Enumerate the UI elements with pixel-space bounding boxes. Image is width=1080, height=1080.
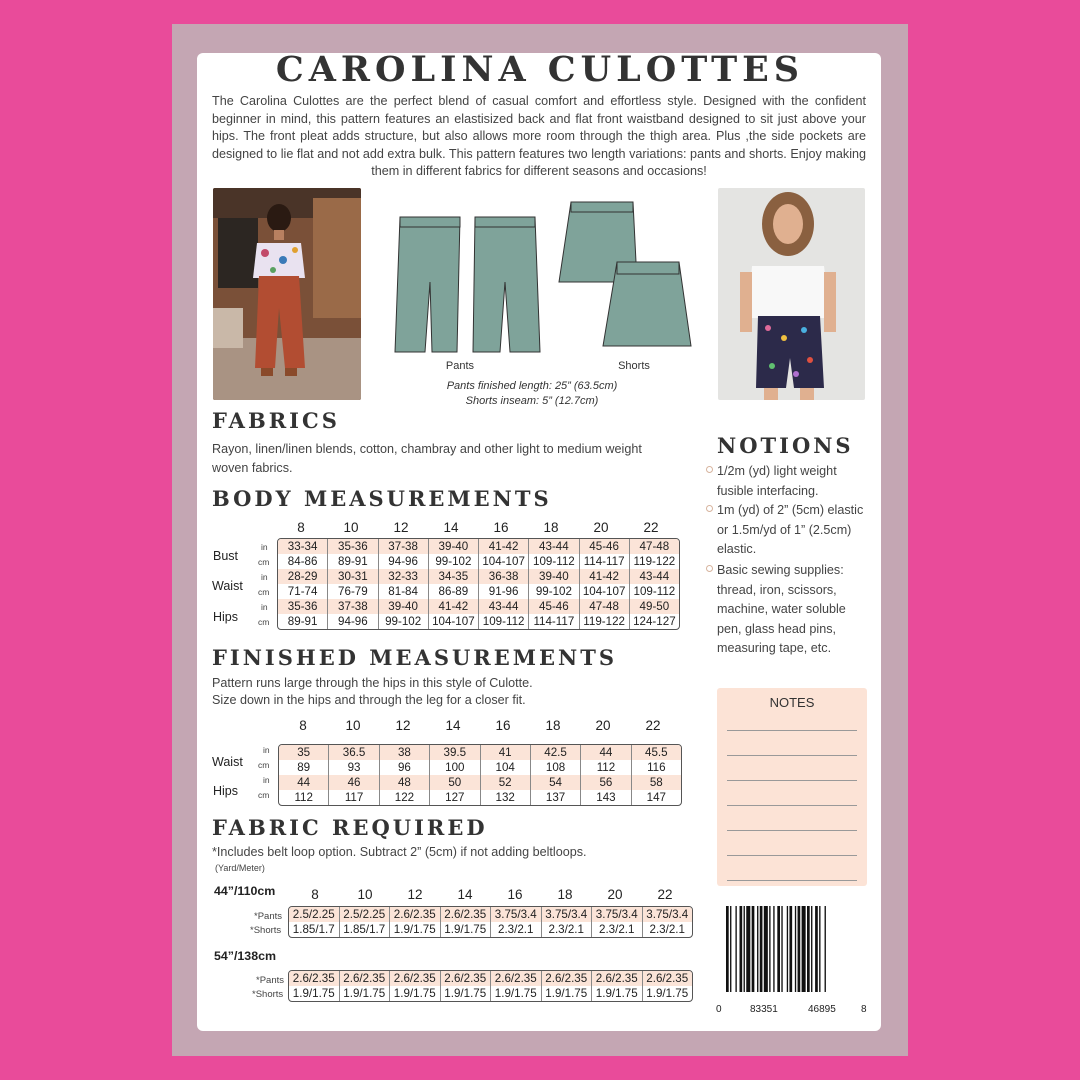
notes-box bbox=[717, 688, 867, 886]
table-cell: 2.6/2.35 bbox=[642, 971, 693, 986]
barcode-bar bbox=[730, 906, 731, 992]
barcode-bar bbox=[811, 906, 812, 992]
table-cell: 47-48 bbox=[629, 539, 679, 554]
shorts-row-label: *Shorts bbox=[250, 925, 282, 936]
notes-label: NOTES bbox=[769, 695, 815, 710]
barcode-bar bbox=[781, 906, 782, 992]
pants-row bbox=[289, 971, 692, 986]
waist-cm-row bbox=[278, 584, 679, 599]
table-cell: 119-122 bbox=[629, 554, 679, 569]
barcode-bar bbox=[744, 906, 745, 992]
table-cell: 2.6/2.35 bbox=[440, 907, 491, 922]
barcode-digit-right: 8 bbox=[861, 1004, 867, 1015]
table-cell: 109-112 bbox=[528, 554, 578, 569]
table-cell: 94-96 bbox=[378, 554, 428, 569]
unit-cm: cm bbox=[258, 790, 270, 800]
finished-measurements-table bbox=[278, 744, 682, 806]
table-cell: 2.6/2.35 bbox=[541, 971, 592, 986]
unit-in: in bbox=[261, 542, 268, 552]
hips-row-label: Hips bbox=[213, 610, 239, 624]
shorts-flat-illustration bbox=[557, 200, 693, 352]
pants-row-label: *Pants bbox=[254, 911, 282, 922]
bullet-icon bbox=[706, 505, 713, 512]
table-cell: 35 bbox=[297, 746, 311, 759]
barcode-bar bbox=[807, 906, 810, 992]
notion-text: 1m (yd) of 2” (5cm) elastic or 1.5m/yd of 1” (2.5cm) elastic. bbox=[717, 503, 864, 556]
table-cell: 96 bbox=[379, 760, 429, 775]
table-cell: 2.6/2.35 bbox=[389, 971, 440, 986]
waist-in-row bbox=[278, 569, 679, 584]
barcode-bar bbox=[787, 906, 788, 992]
size-label: 20 bbox=[593, 520, 609, 535]
size-label: 20 bbox=[607, 887, 623, 902]
intro-text: The Carolina Culottes are the perfect blend of casual comfort and effortless style. Designed with the confident beginner in mind, this pattern features an elastisized back and flat front waistband designed to sit just above your hips. The front pleat adds structure, but also allows more room through the thigh area. Plus ,the side pockets are designed to lie flat and not add extra bulk. This pattern features two length variations: pants and shorts. Enjoy making them in different fabrics for different seasons and occasions! bbox=[212, 94, 866, 178]
table-cell: 35-36 bbox=[327, 539, 377, 554]
finished-hips-cm-row bbox=[279, 790, 681, 805]
finished-note-line2: Size down in the hips and through the leg for a closer fit. bbox=[212, 693, 526, 707]
table-cell: 48 bbox=[379, 775, 429, 790]
barcode-bar bbox=[802, 906, 806, 992]
size-label: 18 bbox=[543, 520, 559, 535]
table-cell: 3.75/3.4 bbox=[591, 907, 642, 922]
size-label: 10 bbox=[345, 718, 361, 733]
finished-measurements-heading: FINISHED MEASUREMENTS bbox=[212, 645, 618, 670]
table-cell: 46 bbox=[328, 775, 378, 790]
barcode-bar bbox=[773, 906, 774, 992]
table-cell: 32-33 bbox=[378, 569, 428, 584]
table-cell: 44 bbox=[297, 776, 311, 789]
table-cell: 1.9/1.75 bbox=[389, 922, 440, 937]
notes-line bbox=[727, 880, 857, 881]
table-cell: 52 bbox=[480, 775, 530, 790]
table-cell: 43-44 bbox=[528, 539, 578, 554]
fabric-44-table bbox=[288, 906, 693, 938]
barcode-bar bbox=[825, 906, 826, 992]
table-cell: 99-102 bbox=[428, 554, 478, 569]
unit-note: (Yard/Meter) bbox=[215, 863, 265, 873]
table-cell: 143 bbox=[580, 790, 630, 805]
pants-row-label: *Pants bbox=[256, 975, 284, 986]
bullet-icon bbox=[706, 466, 713, 473]
table-cell: 2.6/2.35 bbox=[292, 972, 335, 985]
notes-line bbox=[727, 805, 857, 806]
table-cell: 124-127 bbox=[629, 614, 679, 629]
table-cell: 94-96 bbox=[327, 614, 377, 629]
table-cell: 86-89 bbox=[428, 584, 478, 599]
table-cell: 38 bbox=[379, 745, 429, 760]
table-cell: 1.85/1.7 bbox=[339, 922, 390, 937]
shorts-row bbox=[289, 922, 692, 937]
table-cell: 91-96 bbox=[478, 584, 528, 599]
table-cell: 39-40 bbox=[378, 599, 428, 614]
table-cell: 2.3/2.1 bbox=[591, 922, 642, 937]
size-label: 10 bbox=[357, 887, 373, 902]
body-measurements-heading: BODY MEASUREMENTS bbox=[212, 486, 552, 511]
table-cell: 35-36 bbox=[287, 600, 318, 613]
unit-in: in bbox=[263, 745, 270, 755]
pants-label: Pants bbox=[445, 360, 475, 372]
table-cell: 41-42 bbox=[478, 539, 528, 554]
finished-hips-label: Hips bbox=[213, 784, 239, 798]
shorts-inseam-note: Shorts inseam: 5” (12.7cm) bbox=[465, 395, 599, 407]
unit-cm: cm bbox=[258, 587, 270, 597]
barcode-bar bbox=[815, 906, 818, 992]
table-cell: 84-86 bbox=[287, 555, 318, 568]
size-label: 14 bbox=[457, 887, 473, 902]
table-cell: 47-48 bbox=[579, 599, 629, 614]
size-label: 8 bbox=[297, 520, 305, 535]
table-cell: 104-107 bbox=[428, 614, 478, 629]
barcode-bar bbox=[726, 906, 729, 992]
fabric-required-note: *Includes belt loop option. Subtract 2” (5cm) if not adding beltloops. bbox=[212, 845, 587, 859]
pants-length-note: Pants finished length: 25” (63.5cm) bbox=[446, 380, 618, 392]
table-cell: 1.85/1.7 bbox=[292, 923, 335, 936]
table-cell: 2.3/2.1 bbox=[642, 922, 693, 937]
table-cell: 137 bbox=[530, 790, 580, 805]
size-label: 8 bbox=[299, 718, 307, 733]
table-cell: 50 bbox=[429, 775, 479, 790]
page-title: CAROLINA CULOTTES bbox=[275, 49, 805, 90]
size-label: 14 bbox=[443, 520, 459, 535]
table-cell: 89 bbox=[297, 761, 311, 774]
unit-cm: cm bbox=[258, 617, 270, 627]
size-label: 8 bbox=[311, 887, 319, 902]
table-cell: 1.9/1.75 bbox=[292, 987, 335, 1000]
table-cell: 33-34 bbox=[287, 540, 318, 553]
table-cell: 3.75/3.4 bbox=[541, 907, 592, 922]
finished-waist-in-row bbox=[279, 745, 681, 760]
shorts-row bbox=[289, 986, 692, 1001]
notes-line bbox=[727, 730, 857, 731]
barcode-bar bbox=[798, 906, 801, 992]
barcode-group-2: 46895 bbox=[808, 1004, 836, 1015]
barcode-bar bbox=[757, 906, 758, 992]
fabric-required-heading: FABRIC REQUIRED bbox=[212, 815, 488, 840]
table-cell: 1.9/1.75 bbox=[440, 986, 491, 1001]
table-cell: 28-29 bbox=[287, 570, 318, 583]
table-cell: 36.5 bbox=[328, 745, 378, 760]
fabric-width-54: 54”/138cm bbox=[214, 949, 277, 963]
table-cell: 2.6/2.35 bbox=[591, 971, 642, 986]
table-cell: 108 bbox=[530, 760, 580, 775]
size-label: 12 bbox=[407, 887, 423, 902]
barcode-bar bbox=[769, 906, 770, 992]
table-cell: 2.6/2.35 bbox=[440, 971, 491, 986]
fabric-54-table bbox=[288, 970, 693, 1002]
table-cell: 43-44 bbox=[478, 599, 528, 614]
hips-in-row bbox=[278, 599, 679, 614]
table-cell: 39-40 bbox=[428, 539, 478, 554]
waist-row-label: Waist bbox=[212, 579, 243, 593]
table-cell: 1.9/1.75 bbox=[541, 986, 592, 1001]
size-label: 12 bbox=[395, 718, 411, 733]
table-cell: 109-112 bbox=[478, 614, 528, 629]
notes-line bbox=[727, 755, 857, 756]
barcode-bar bbox=[760, 906, 763, 992]
table-cell: 42.5 bbox=[530, 745, 580, 760]
table-cell: 2.5/2.25 bbox=[339, 907, 390, 922]
fabric-width-44: 44”/110cm bbox=[214, 884, 276, 898]
table-cell: 49-50 bbox=[629, 599, 679, 614]
table-cell: 104-107 bbox=[579, 584, 629, 599]
table-cell: 39.5 bbox=[429, 745, 479, 760]
size-label: 20 bbox=[595, 718, 611, 733]
table-cell: 99-102 bbox=[528, 584, 578, 599]
table-cell: 71-74 bbox=[287, 585, 318, 598]
table-cell: 1.9/1.75 bbox=[440, 922, 491, 937]
barcode bbox=[716, 906, 867, 1015]
table-cell: 2.6/2.35 bbox=[490, 971, 541, 986]
finished-size-header bbox=[278, 718, 678, 736]
unit-cm: cm bbox=[258, 760, 270, 770]
size-label: 16 bbox=[507, 887, 523, 902]
table-cell: 58 bbox=[631, 775, 681, 790]
fabrics-heading: FABRICS bbox=[212, 408, 340, 433]
table-cell: 100 bbox=[429, 760, 479, 775]
table-cell: 3.75/3.4 bbox=[490, 907, 541, 922]
model-photo-pants bbox=[213, 188, 361, 400]
size-label: 10 bbox=[343, 520, 359, 535]
barcode-bar bbox=[789, 906, 792, 992]
barcode-bar bbox=[746, 906, 750, 992]
hips-cm-row bbox=[278, 614, 679, 629]
notion-text: Basic sewing supplies: thread, iron, scissors, machine, water soluble pen, glass head pins, measuring tape, etc. bbox=[717, 563, 846, 655]
table-cell: 104 bbox=[480, 760, 530, 775]
table-cell: 112 bbox=[580, 760, 630, 775]
table-cell: 81-84 bbox=[378, 584, 428, 599]
unit-in: in bbox=[261, 572, 268, 582]
table-cell: 45.5 bbox=[631, 745, 681, 760]
table-cell: 112 bbox=[294, 791, 313, 804]
fabrics-text: Rayon, linen/linen blends, cotton, chambray and other light to medium weight woven fabrics. bbox=[212, 442, 642, 475]
table-cell: 132 bbox=[480, 790, 530, 805]
barcode-bar bbox=[740, 906, 743, 992]
notes-line bbox=[727, 830, 857, 831]
table-cell: 1.9/1.75 bbox=[389, 986, 440, 1001]
table-cell: 37-38 bbox=[327, 599, 377, 614]
table-cell: 39-40 bbox=[528, 569, 578, 584]
table-cell: 56 bbox=[580, 775, 630, 790]
unit-cm: cm bbox=[258, 557, 270, 567]
table-cell: 2.6/2.35 bbox=[389, 907, 440, 922]
table-cell: 89-91 bbox=[287, 615, 318, 628]
table-cell: 127 bbox=[429, 790, 479, 805]
finished-note-line1: Pattern runs large through the hips in this style of Culotte. bbox=[212, 676, 533, 690]
notion-text: 1/2m (yd) light weight fusible interfacing. bbox=[717, 464, 837, 498]
barcode-group-1: 83351 bbox=[750, 1004, 778, 1015]
table-cell: 2.5/2.25 bbox=[292, 908, 335, 921]
notion-item bbox=[717, 462, 867, 501]
finished-waist-label: Waist bbox=[212, 755, 243, 769]
barcode-bar bbox=[795, 906, 796, 992]
table-cell: 99-102 bbox=[378, 614, 428, 629]
barcode-bar bbox=[819, 906, 820, 992]
shorts-label: Shorts bbox=[618, 360, 650, 372]
table-cell: 109-112 bbox=[629, 584, 679, 599]
notions-heading: NOTIONS bbox=[717, 433, 854, 458]
table-cell: 2.3/2.1 bbox=[490, 922, 541, 937]
table-cell: 1.9/1.75 bbox=[591, 986, 642, 1001]
size-label: 22 bbox=[645, 718, 661, 733]
unit-in: in bbox=[261, 602, 268, 612]
size-label: 16 bbox=[493, 520, 509, 535]
table-cell: 43-44 bbox=[629, 569, 679, 584]
barcode-bars bbox=[724, 906, 858, 992]
table-cell: 1.9/1.75 bbox=[642, 986, 693, 1001]
size-label: 22 bbox=[657, 887, 673, 902]
finished-hips-in-row bbox=[279, 775, 681, 790]
table-cell: 41 bbox=[480, 745, 530, 760]
size-label: 16 bbox=[495, 718, 511, 733]
notion-item bbox=[717, 501, 867, 560]
table-cell: 3.75/3.4 bbox=[642, 907, 693, 922]
size-label: 12 bbox=[393, 520, 409, 535]
table-cell: 1.9/1.75 bbox=[339, 986, 390, 1001]
barcode-bar bbox=[752, 906, 755, 992]
notes-line bbox=[727, 780, 857, 781]
table-cell: 2.3/2.1 bbox=[541, 922, 592, 937]
barcode-bar bbox=[764, 906, 768, 992]
bust-cm-row bbox=[278, 554, 679, 569]
body-measurements-table bbox=[277, 538, 680, 630]
fabric-size-header bbox=[290, 887, 690, 905]
table-cell: 76-79 bbox=[327, 584, 377, 599]
table-cell: 54 bbox=[530, 775, 580, 790]
shorts-row-label: *Shorts bbox=[252, 989, 284, 1000]
table-cell: 45-46 bbox=[528, 599, 578, 614]
pants-flat-illustration bbox=[385, 212, 545, 357]
notion-item bbox=[717, 561, 867, 659]
table-cell: 45-46 bbox=[579, 539, 629, 554]
bust-in-row bbox=[278, 539, 679, 554]
barcode-bar bbox=[735, 906, 736, 992]
table-cell: 44 bbox=[580, 745, 630, 760]
table-cell: 36-38 bbox=[478, 569, 528, 584]
notes-line bbox=[727, 855, 857, 856]
table-cell: 93 bbox=[328, 760, 378, 775]
finished-waist-cm-row bbox=[279, 760, 681, 775]
barcode-bar bbox=[777, 906, 780, 992]
pants-row bbox=[289, 907, 692, 922]
size-label: 22 bbox=[643, 520, 659, 535]
bust-row-label: Bust bbox=[213, 549, 239, 563]
table-cell: 117 bbox=[328, 790, 378, 805]
table-cell: 116 bbox=[631, 760, 681, 775]
table-cell: 119-122 bbox=[579, 614, 629, 629]
table-cell: 122 bbox=[379, 790, 429, 805]
size-label: 18 bbox=[545, 718, 561, 733]
model-photo-shorts bbox=[718, 188, 865, 400]
unit-in: in bbox=[263, 775, 270, 785]
table-cell: 114-117 bbox=[579, 554, 629, 569]
table-cell: 89-91 bbox=[327, 554, 377, 569]
bullet-icon bbox=[706, 565, 713, 572]
table-cell: 34-35 bbox=[428, 569, 478, 584]
table-cell: 114-117 bbox=[528, 614, 578, 629]
table-cell: 30-31 bbox=[327, 569, 377, 584]
barcode-digit-left: 0 bbox=[716, 1004, 722, 1015]
table-cell: 41-42 bbox=[579, 569, 629, 584]
size-label: 14 bbox=[445, 718, 461, 733]
table-cell: 104-107 bbox=[478, 554, 528, 569]
table-cell: 2.6/2.35 bbox=[339, 971, 390, 986]
table-cell: 147 bbox=[631, 790, 681, 805]
size-label: 18 bbox=[557, 887, 573, 902]
table-cell: 1.9/1.75 bbox=[490, 986, 541, 1001]
body-size-header bbox=[276, 520, 676, 538]
table-cell: 41-42 bbox=[428, 599, 478, 614]
table-cell: 37-38 bbox=[378, 539, 428, 554]
